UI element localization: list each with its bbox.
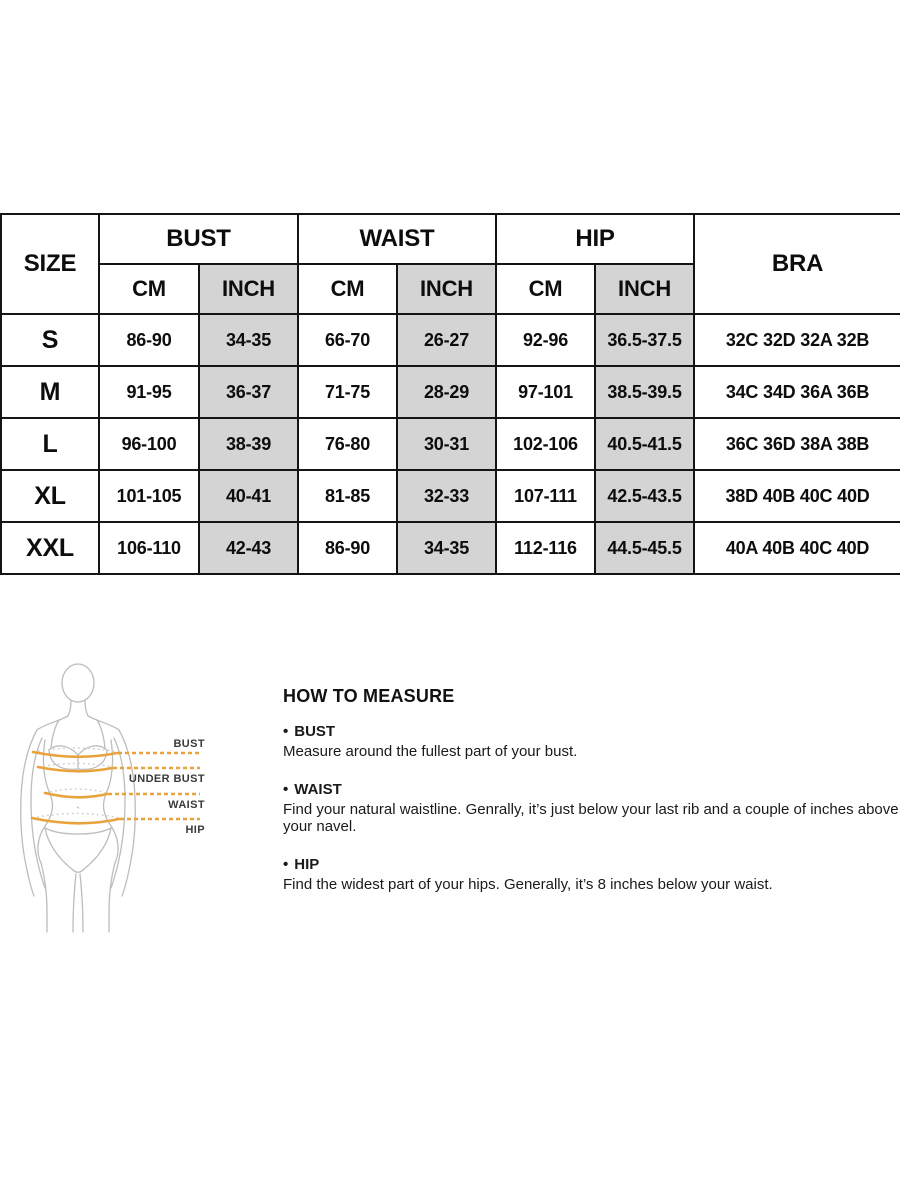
hip-inch-value: 38.5-39.5 xyxy=(595,366,694,418)
measure-item-description: Find the widest part of your hips. Generally, it’s 8 inches below your waist. xyxy=(283,876,773,893)
measure-lines xyxy=(32,752,119,823)
measure-item-description: Find your natural waistline. Genrally, it’s just below your last rib and a couple of inches above your navel. xyxy=(283,801,899,835)
size-chart-table xyxy=(0,213,900,575)
bra-value: 34C 34D 36A 36B xyxy=(694,366,900,418)
bra-value: 36C 36D 38A 38B xyxy=(694,418,900,470)
figure-label-under-bust: UNDER BUST xyxy=(128,773,205,785)
hip-cm-value: 102-106 xyxy=(496,418,595,470)
table-row-xl xyxy=(1,470,900,522)
size-label: L xyxy=(1,418,99,470)
hip-inch-value: 40.5-41.5 xyxy=(595,418,694,470)
waist-inch-value: 30-31 xyxy=(397,418,496,470)
waist-cm-value: 71-75 xyxy=(298,366,397,418)
table-row-xxl xyxy=(1,522,900,574)
body-figure-illustration xyxy=(5,660,205,935)
col-header-bust: BUST xyxy=(99,214,298,264)
bust-cm-value: 91-95 xyxy=(99,366,199,418)
waist-cm-value: 86-90 xyxy=(298,522,397,574)
measure-item-hip xyxy=(283,856,900,893)
col-header-bust-inch: INCH xyxy=(199,264,298,314)
col-header-waist-cm: CM xyxy=(298,264,397,314)
measure-item-waist xyxy=(283,781,900,835)
waist-cm-value: 76-80 xyxy=(298,418,397,470)
bust-inch-value: 34-35 xyxy=(199,314,298,366)
bra-value: 40A 40B 40C 40D xyxy=(694,522,900,574)
hip-cm-value: 112-116 xyxy=(496,522,595,574)
measure-item-bust xyxy=(283,723,900,760)
waist-inch-value: 28-29 xyxy=(397,366,496,418)
col-header-waist-inch: INCH xyxy=(397,264,496,314)
how-to-measure-title: HOW TO MEASURE xyxy=(283,686,455,706)
bullet-icon: • xyxy=(283,781,289,798)
waist-cm-value: 66-70 xyxy=(298,314,397,366)
size-label: XXL xyxy=(1,522,99,574)
measure-item-label xyxy=(283,781,900,798)
bust-cm-value: 96-100 xyxy=(99,418,199,470)
hip-inch-value: 42.5-43.5 xyxy=(595,470,694,522)
col-header-bust-cm: CM xyxy=(99,264,199,314)
table-row-m xyxy=(1,366,900,418)
table-row-s xyxy=(1,314,900,366)
hip-cm-value: 97-101 xyxy=(496,366,595,418)
bust-inch-value: 38-39 xyxy=(199,418,298,470)
hip-cm-value: 107-111 xyxy=(496,470,595,522)
waist-inch-value: 26-27 xyxy=(397,314,496,366)
bra-value: 38D 40B 40C 40D xyxy=(694,470,900,522)
bullet-icon: • xyxy=(283,723,289,740)
figure-label-waist: WAIST xyxy=(168,799,205,811)
bust-inch-value: 40-41 xyxy=(199,470,298,522)
col-header-size: SIZE xyxy=(1,214,99,314)
measure-item-label-text: BUST xyxy=(294,723,336,740)
hip-cm-value: 92-96 xyxy=(496,314,595,366)
measure-item-label-text: WAIST xyxy=(294,781,342,798)
size-label: XL xyxy=(1,470,99,522)
measurement-figure xyxy=(5,660,205,935)
size-label: S xyxy=(1,314,99,366)
col-header-hip-cm: CM xyxy=(496,264,595,314)
measure-item-description: Measure around the fullest part of your bust. xyxy=(283,743,578,760)
bust-inch-value: 42-43 xyxy=(199,522,298,574)
bra-value: 32C 32D 32A 32B xyxy=(694,314,900,366)
size-label: M xyxy=(1,366,99,418)
hip-inch-value: 36.5-37.5 xyxy=(595,314,694,366)
waist-inch-value: 34-35 xyxy=(397,522,496,574)
how-to-measure-section xyxy=(283,686,900,914)
waist-cm-value: 81-85 xyxy=(298,470,397,522)
col-header-hip: HIP xyxy=(496,214,694,264)
figure-label-hip: HIP xyxy=(185,824,205,836)
hip-inch-value: 44.5-45.5 xyxy=(595,522,694,574)
measure-item-label xyxy=(283,723,900,740)
waist-inch-value: 32-33 xyxy=(397,470,496,522)
bullet-icon: • xyxy=(283,856,289,873)
bust-inch-value: 36-37 xyxy=(199,366,298,418)
col-header-bra: BRA xyxy=(694,214,900,314)
bust-cm-value: 106-110 xyxy=(99,522,199,574)
table-row-l xyxy=(1,418,900,470)
col-header-waist: WAIST xyxy=(298,214,496,264)
figure-label-bust: BUST xyxy=(173,738,205,750)
bust-cm-value: 86-90 xyxy=(99,314,199,366)
bust-cm-value: 101-105 xyxy=(99,470,199,522)
col-header-hip-inch: INCH xyxy=(595,264,694,314)
measure-item-label-text: HIP xyxy=(294,856,320,873)
measure-item-label xyxy=(283,856,900,873)
